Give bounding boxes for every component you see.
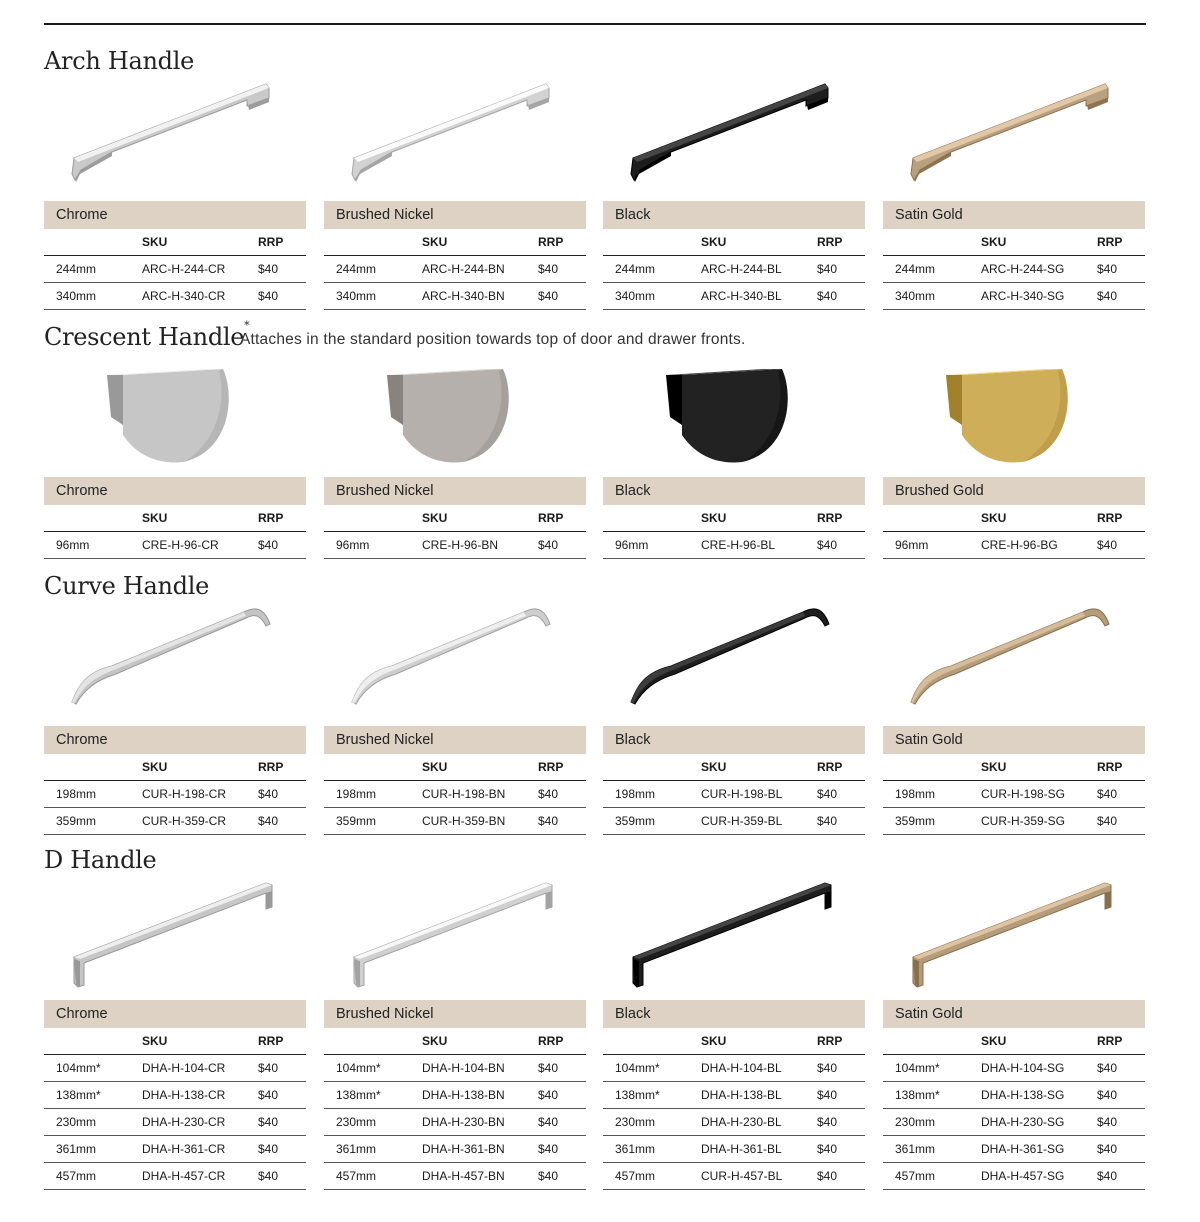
size-header bbox=[44, 505, 142, 532]
price-cell: $40 bbox=[1097, 532, 1145, 559]
price-cell: $40 bbox=[1097, 808, 1145, 835]
size-cell: 359mm bbox=[883, 808, 981, 835]
size-header bbox=[603, 754, 701, 781]
sku-header: SKU bbox=[981, 229, 1097, 256]
finish-name: Chrome bbox=[56, 207, 108, 223]
sku-header: SKU bbox=[422, 505, 538, 532]
table-row bbox=[883, 256, 1145, 283]
size-cell: 104mm* bbox=[44, 1055, 142, 1082]
size-cell: 138mm* bbox=[324, 1082, 422, 1109]
sku-header: SKU bbox=[701, 754, 817, 781]
price-cell: $40 bbox=[1097, 1109, 1145, 1136]
size-cell: 230mm bbox=[44, 1109, 142, 1136]
size-cell: 198mm bbox=[324, 781, 422, 808]
finish-label-bar bbox=[603, 477, 865, 505]
finish-label-bar bbox=[883, 477, 1145, 505]
size-cell: 361mm bbox=[603, 1136, 701, 1163]
sku-cell: DHA-H-230-BL bbox=[701, 1109, 817, 1136]
sku-cell: DHA-H-361-CR bbox=[142, 1136, 258, 1163]
price-cell: $40 bbox=[258, 808, 306, 835]
price-cell: $40 bbox=[538, 1136, 586, 1163]
size-cell: 244mm bbox=[44, 256, 142, 283]
price-cell: $40 bbox=[817, 256, 865, 283]
table-row bbox=[324, 1136, 586, 1163]
finish-label-bar bbox=[44, 201, 306, 229]
size-cell: 96mm bbox=[324, 532, 422, 559]
size-cell: 457mm bbox=[324, 1163, 422, 1190]
table-row bbox=[883, 1055, 1145, 1082]
table-row bbox=[883, 1163, 1145, 1190]
product-image-arch bbox=[603, 70, 865, 195]
product-image-curve bbox=[883, 600, 1145, 720]
table-row bbox=[603, 1055, 865, 1082]
table-row bbox=[324, 256, 586, 283]
sku-header: SKU bbox=[422, 229, 538, 256]
sku-cell: CUR-H-198-BN bbox=[422, 781, 538, 808]
size-cell: 230mm bbox=[324, 1109, 422, 1136]
size-header bbox=[324, 1028, 422, 1055]
table-header-row bbox=[603, 754, 865, 781]
sku-cell: ARC-H-340-SG bbox=[981, 283, 1097, 310]
size-header bbox=[603, 1028, 701, 1055]
sku-table bbox=[603, 505, 865, 559]
price-cell: $40 bbox=[817, 1109, 865, 1136]
price-cell: $40 bbox=[817, 808, 865, 835]
rrp-header: RRP bbox=[817, 229, 865, 256]
size-cell: 198mm bbox=[44, 781, 142, 808]
price-cell: $40 bbox=[538, 1163, 586, 1190]
table-header-row bbox=[603, 229, 865, 256]
size-cell: 244mm bbox=[324, 256, 422, 283]
section-title-text: Curve Handle bbox=[44, 572, 210, 600]
sku-cell: DHA-H-230-BN bbox=[422, 1109, 538, 1136]
size-header bbox=[883, 505, 981, 532]
sku-table bbox=[603, 754, 865, 835]
size-cell: 230mm bbox=[883, 1109, 981, 1136]
product-image-curve bbox=[324, 600, 586, 720]
finish-label-bar bbox=[883, 201, 1145, 229]
sku-table bbox=[883, 229, 1145, 310]
table-header-row bbox=[603, 1028, 865, 1055]
price-cell: $40 bbox=[1097, 256, 1145, 283]
finish-name: Black bbox=[615, 207, 651, 223]
section-title-text: Arch Handle bbox=[44, 47, 194, 75]
sku-cell: CUR-H-198-SG bbox=[981, 781, 1097, 808]
sku-cell: DHA-H-361-BN bbox=[422, 1136, 538, 1163]
sku-cell: CRE-H-96-CR bbox=[142, 532, 258, 559]
sku-cell: DHA-H-138-BN bbox=[422, 1082, 538, 1109]
sku-table bbox=[44, 505, 306, 559]
sku-cell: ARC-H-244-BL bbox=[701, 256, 817, 283]
price-cell: $40 bbox=[817, 1055, 865, 1082]
table-row bbox=[603, 1082, 865, 1109]
product-image-dhandle bbox=[44, 875, 306, 995]
sku-table bbox=[44, 229, 306, 310]
table-row bbox=[883, 283, 1145, 310]
size-cell: 457mm bbox=[44, 1163, 142, 1190]
sku-table bbox=[44, 754, 306, 835]
section-title bbox=[44, 846, 156, 874]
table-header-row bbox=[883, 1028, 1145, 1055]
product-image-arch bbox=[324, 70, 586, 195]
sku-cell: CUR-H-198-BL bbox=[701, 781, 817, 808]
price-cell: $40 bbox=[1097, 1055, 1145, 1082]
size-cell: 138mm* bbox=[44, 1082, 142, 1109]
price-cell: $40 bbox=[258, 532, 306, 559]
sku-header: SKU bbox=[142, 229, 258, 256]
table-row bbox=[883, 1136, 1145, 1163]
product-image-crescent bbox=[603, 355, 865, 470]
finish-label-bar bbox=[44, 726, 306, 754]
sku-cell: ARC-H-340-BL bbox=[701, 283, 817, 310]
rrp-header: RRP bbox=[258, 229, 306, 256]
size-cell: 361mm bbox=[324, 1136, 422, 1163]
table-header-row bbox=[883, 505, 1145, 532]
size-header bbox=[883, 1028, 981, 1055]
price-cell: $40 bbox=[258, 1136, 306, 1163]
price-cell: $40 bbox=[538, 808, 586, 835]
size-header bbox=[883, 754, 981, 781]
table-row bbox=[324, 1163, 586, 1190]
size-header bbox=[324, 754, 422, 781]
rrp-header: RRP bbox=[538, 505, 586, 532]
sku-table bbox=[603, 1028, 865, 1190]
table-row bbox=[883, 781, 1145, 808]
sku-header: SKU bbox=[981, 1028, 1097, 1055]
sku-table bbox=[883, 1028, 1145, 1190]
sku-table bbox=[44, 1028, 306, 1190]
sku-cell: DHA-H-138-BL bbox=[701, 1082, 817, 1109]
table-header-row bbox=[324, 1028, 586, 1055]
table-row bbox=[324, 283, 586, 310]
sku-cell: CUR-H-457-BL bbox=[701, 1163, 817, 1190]
rrp-header: RRP bbox=[538, 229, 586, 256]
size-cell: 340mm bbox=[883, 283, 981, 310]
size-cell: 361mm bbox=[883, 1136, 981, 1163]
finish-name: Brushed Nickel bbox=[336, 1006, 434, 1022]
size-cell: 359mm bbox=[603, 808, 701, 835]
sku-table bbox=[883, 754, 1145, 835]
sku-cell: DHA-H-104-CR bbox=[142, 1055, 258, 1082]
sku-cell: DHA-H-457-BN bbox=[422, 1163, 538, 1190]
finish-name: Brushed Nickel bbox=[336, 207, 434, 223]
sku-table bbox=[603, 229, 865, 310]
size-header bbox=[324, 505, 422, 532]
finish-name: Brushed Nickel bbox=[336, 732, 434, 748]
table-row bbox=[603, 1109, 865, 1136]
size-cell: 340mm bbox=[603, 283, 701, 310]
price-cell: $40 bbox=[258, 1163, 306, 1190]
rrp-header: RRP bbox=[817, 1028, 865, 1055]
sku-header: SKU bbox=[422, 1028, 538, 1055]
rrp-header: RRP bbox=[538, 754, 586, 781]
price-cell: $40 bbox=[258, 1109, 306, 1136]
table-row bbox=[44, 808, 306, 835]
size-cell: 244mm bbox=[883, 256, 981, 283]
sku-table bbox=[324, 754, 586, 835]
sku-header: SKU bbox=[142, 754, 258, 781]
finish-name: Black bbox=[615, 483, 651, 499]
size-cell: 198mm bbox=[603, 781, 701, 808]
sku-cell: DHA-H-361-BL bbox=[701, 1136, 817, 1163]
table-header-row bbox=[324, 754, 586, 781]
size-header bbox=[603, 505, 701, 532]
size-cell: 138mm* bbox=[603, 1082, 701, 1109]
table-row bbox=[883, 1082, 1145, 1109]
product-image-arch bbox=[883, 70, 1145, 195]
rrp-header: RRP bbox=[817, 505, 865, 532]
table-row bbox=[324, 1055, 586, 1082]
table-row bbox=[44, 1082, 306, 1109]
size-cell: 361mm bbox=[44, 1136, 142, 1163]
sku-cell: ARC-H-340-BN bbox=[422, 283, 538, 310]
table-row bbox=[603, 1163, 865, 1190]
finish-name: Chrome bbox=[56, 483, 108, 499]
rrp-header: RRP bbox=[1097, 505, 1145, 532]
sku-cell: DHA-H-457-CR bbox=[142, 1163, 258, 1190]
table-header-row bbox=[44, 754, 306, 781]
table-header-row bbox=[324, 229, 586, 256]
rrp-header: RRP bbox=[1097, 1028, 1145, 1055]
size-cell: 340mm bbox=[324, 283, 422, 310]
sku-table bbox=[324, 1028, 586, 1190]
section-title bbox=[44, 319, 250, 351]
sku-cell: CUR-H-359-CR bbox=[142, 808, 258, 835]
finish-name: Brushed Gold bbox=[895, 483, 984, 499]
price-cell: $40 bbox=[258, 781, 306, 808]
sku-header: SKU bbox=[142, 505, 258, 532]
sku-cell: ARC-H-340-CR bbox=[142, 283, 258, 310]
size-cell: 457mm bbox=[603, 1163, 701, 1190]
price-cell: $40 bbox=[817, 283, 865, 310]
product-image-arch bbox=[44, 70, 306, 195]
price-cell: $40 bbox=[258, 1055, 306, 1082]
size-header bbox=[44, 1028, 142, 1055]
finish-label-bar bbox=[883, 726, 1145, 754]
size-cell: 340mm bbox=[44, 283, 142, 310]
sku-header: SKU bbox=[701, 505, 817, 532]
rrp-header: RRP bbox=[1097, 229, 1145, 256]
price-cell: $40 bbox=[538, 256, 586, 283]
sku-header: SKU bbox=[981, 505, 1097, 532]
sku-cell: DHA-H-104-SG bbox=[981, 1055, 1097, 1082]
finish-label-bar bbox=[324, 726, 586, 754]
sku-cell: CUR-H-359-BL bbox=[701, 808, 817, 835]
size-cell: 198mm bbox=[883, 781, 981, 808]
table-row bbox=[44, 1136, 306, 1163]
price-cell: $40 bbox=[1097, 1163, 1145, 1190]
size-header bbox=[603, 229, 701, 256]
sku-header: SKU bbox=[422, 754, 538, 781]
finish-label-bar bbox=[603, 1000, 865, 1028]
finish-label-bar bbox=[883, 1000, 1145, 1028]
price-cell: $40 bbox=[817, 1082, 865, 1109]
table-header-row bbox=[44, 505, 306, 532]
size-cell: 230mm bbox=[603, 1109, 701, 1136]
table-row bbox=[883, 532, 1145, 559]
price-cell: $40 bbox=[1097, 781, 1145, 808]
price-cell: $40 bbox=[538, 532, 586, 559]
price-cell: $40 bbox=[538, 781, 586, 808]
table-header-row bbox=[603, 505, 865, 532]
table-row bbox=[883, 1109, 1145, 1136]
size-cell: 104mm* bbox=[324, 1055, 422, 1082]
size-cell: 96mm bbox=[44, 532, 142, 559]
sku-cell: CRE-H-96-BL bbox=[701, 532, 817, 559]
size-cell: 244mm bbox=[603, 256, 701, 283]
price-cell: $40 bbox=[817, 781, 865, 808]
sku-cell: DHA-H-138-SG bbox=[981, 1082, 1097, 1109]
table-row bbox=[324, 532, 586, 559]
size-cell: 359mm bbox=[44, 808, 142, 835]
finish-name: Black bbox=[615, 732, 651, 748]
price-cell: $40 bbox=[258, 256, 306, 283]
section-title bbox=[44, 572, 209, 600]
product-image-curve bbox=[44, 600, 306, 720]
table-row bbox=[44, 256, 306, 283]
table-header-row bbox=[324, 505, 586, 532]
finish-name: Satin Gold bbox=[895, 207, 963, 223]
sku-cell: CUR-H-359-BN bbox=[422, 808, 538, 835]
size-cell: 96mm bbox=[603, 532, 701, 559]
price-cell: $40 bbox=[538, 1055, 586, 1082]
sku-cell: CRE-H-96-BG bbox=[981, 532, 1097, 559]
finish-label-bar bbox=[324, 201, 586, 229]
finish-label-bar bbox=[603, 726, 865, 754]
sku-table bbox=[324, 505, 586, 559]
rrp-header: RRP bbox=[817, 754, 865, 781]
size-cell: 96mm bbox=[883, 532, 981, 559]
product-image-crescent bbox=[883, 355, 1145, 470]
price-cell: $40 bbox=[538, 1082, 586, 1109]
table-row bbox=[603, 256, 865, 283]
rrp-header: RRP bbox=[1097, 754, 1145, 781]
finish-name: Chrome bbox=[56, 732, 108, 748]
finish-label-bar bbox=[44, 1000, 306, 1028]
section-title-text: D Handle bbox=[44, 846, 157, 874]
table-row bbox=[324, 781, 586, 808]
sku-cell: ARC-H-244-SG bbox=[981, 256, 1097, 283]
finish-label-bar bbox=[603, 201, 865, 229]
price-cell: $40 bbox=[817, 1163, 865, 1190]
sku-cell: DHA-H-361-SG bbox=[981, 1136, 1097, 1163]
table-row bbox=[603, 283, 865, 310]
section-note: Attaches in the standard position towards top of door and drawer fronts. bbox=[240, 331, 746, 348]
sku-header: SKU bbox=[142, 1028, 258, 1055]
finish-label-bar bbox=[324, 1000, 586, 1028]
rrp-header: RRP bbox=[258, 505, 306, 532]
sku-cell: CUR-H-198-CR bbox=[142, 781, 258, 808]
price-cell: $40 bbox=[538, 283, 586, 310]
product-image-crescent bbox=[44, 355, 306, 470]
sku-table bbox=[883, 505, 1145, 559]
table-header-row bbox=[44, 1028, 306, 1055]
rrp-header: RRP bbox=[258, 754, 306, 781]
sku-cell: DHA-H-457-SG bbox=[981, 1163, 1097, 1190]
product-image-dhandle bbox=[883, 875, 1145, 995]
size-header bbox=[44, 229, 142, 256]
table-row bbox=[603, 781, 865, 808]
price-cell: $40 bbox=[1097, 1136, 1145, 1163]
section-title-text: Crescent Handle bbox=[44, 323, 245, 351]
table-row bbox=[883, 808, 1145, 835]
price-cell: $40 bbox=[1097, 1082, 1145, 1109]
rrp-header: RRP bbox=[258, 1028, 306, 1055]
sku-cell: CUR-H-359-SG bbox=[981, 808, 1097, 835]
finish-name: Black bbox=[615, 1006, 651, 1022]
size-header bbox=[44, 754, 142, 781]
product-image-dhandle bbox=[603, 875, 865, 995]
sku-cell: DHA-H-230-SG bbox=[981, 1109, 1097, 1136]
sku-header: SKU bbox=[981, 754, 1097, 781]
product-image-curve bbox=[603, 600, 865, 720]
sku-cell: ARC-H-244-BN bbox=[422, 256, 538, 283]
sku-cell: DHA-H-104-BN bbox=[422, 1055, 538, 1082]
table-header-row bbox=[883, 754, 1145, 781]
finish-name: Satin Gold bbox=[895, 1006, 963, 1022]
table-row bbox=[324, 808, 586, 835]
table-row bbox=[44, 532, 306, 559]
table-header-row bbox=[883, 229, 1145, 256]
finish-label-bar bbox=[324, 477, 586, 505]
sku-header: SKU bbox=[701, 1028, 817, 1055]
size-cell: 104mm* bbox=[883, 1055, 981, 1082]
size-cell: 138mm* bbox=[883, 1082, 981, 1109]
top-rule bbox=[44, 23, 1146, 25]
finish-name: Chrome bbox=[56, 1006, 108, 1022]
size-header bbox=[883, 229, 981, 256]
table-row bbox=[324, 1082, 586, 1109]
table-row bbox=[44, 283, 306, 310]
table-row bbox=[44, 1055, 306, 1082]
sku-table bbox=[324, 229, 586, 310]
size-cell: 104mm* bbox=[603, 1055, 701, 1082]
finish-name: Brushed Nickel bbox=[336, 483, 434, 499]
finish-label-bar bbox=[44, 477, 306, 505]
table-row bbox=[603, 532, 865, 559]
sku-cell: DHA-H-138-CR bbox=[142, 1082, 258, 1109]
price-cell: $40 bbox=[538, 1109, 586, 1136]
table-row bbox=[603, 1136, 865, 1163]
price-cell: $40 bbox=[258, 283, 306, 310]
title-footnote-mark: * bbox=[244, 319, 250, 332]
product-image-dhandle bbox=[324, 875, 586, 995]
price-cell: $40 bbox=[258, 1082, 306, 1109]
sku-cell: DHA-H-230-CR bbox=[142, 1109, 258, 1136]
sku-cell: ARC-H-244-CR bbox=[142, 256, 258, 283]
size-header bbox=[324, 229, 422, 256]
table-row bbox=[44, 781, 306, 808]
price-cell: $40 bbox=[817, 532, 865, 559]
table-row bbox=[324, 1109, 586, 1136]
table-row bbox=[44, 1109, 306, 1136]
price-cell: $40 bbox=[1097, 283, 1145, 310]
table-row bbox=[603, 808, 865, 835]
sku-cell: DHA-H-104-BL bbox=[701, 1055, 817, 1082]
product-image-crescent bbox=[324, 355, 586, 470]
size-cell: 359mm bbox=[324, 808, 422, 835]
sku-header: SKU bbox=[701, 229, 817, 256]
table-row bbox=[44, 1163, 306, 1190]
sku-cell: CRE-H-96-BN bbox=[422, 532, 538, 559]
size-cell: 457mm bbox=[883, 1163, 981, 1190]
finish-name: Satin Gold bbox=[895, 732, 963, 748]
rrp-header: RRP bbox=[538, 1028, 586, 1055]
table-header-row bbox=[44, 229, 306, 256]
price-cell: $40 bbox=[817, 1136, 865, 1163]
